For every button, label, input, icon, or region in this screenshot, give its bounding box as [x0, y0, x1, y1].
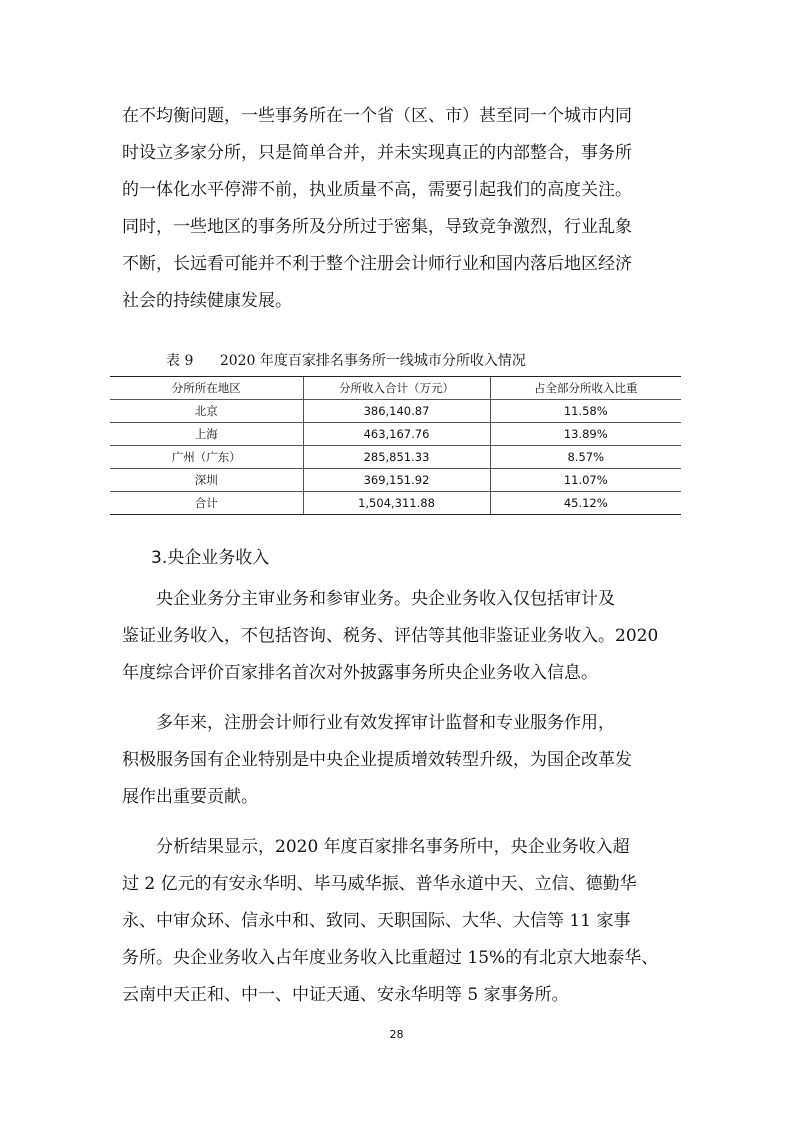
- table-cell: 11.07%: [490, 469, 681, 492]
- table-cell: 369,151.92: [303, 469, 490, 492]
- table-caption-title: 2020 年度百家排名事务所一线城市分所收入情况: [219, 353, 526, 369]
- table-cell: 合计: [110, 492, 303, 515]
- table-total-row: [110, 492, 681, 515]
- table-cell: 45.12%: [490, 492, 681, 515]
- text-line: 云南中天正和、中一、中证天通、安永华明等 5 家事务所。: [122, 985, 569, 1005]
- intro-paragraph: [122, 98, 678, 320]
- column-header-share: 占全部分所收入比重: [490, 377, 681, 400]
- text-line: 社会的持续健康发展。: [122, 291, 292, 311]
- text-line: 年度综合评价百家排名首次对外披露事务所央企业务收入信息。: [122, 663, 598, 683]
- table-cell: 386,140.87: [303, 400, 490, 423]
- table-caption: [166, 350, 526, 370]
- table-cell: 北京: [110, 400, 303, 423]
- table-row: [110, 469, 681, 492]
- column-header-revenue: 分所收入合计（万元）: [303, 377, 490, 400]
- text-line: 多年来，注册会计师行业有效发挥审计监督和专业服务作用，: [122, 713, 615, 733]
- body-paragraph: [122, 829, 678, 1014]
- text-line: 分析结果显示，2020 年度百家排名事务所中，央企业务收入超: [122, 837, 630, 857]
- table-cell: 13.89%: [490, 423, 681, 446]
- table-row: [110, 423, 681, 446]
- table-row: [110, 446, 681, 469]
- table-cell: 463,167.76: [303, 423, 490, 446]
- table-cell: 深圳: [110, 469, 303, 492]
- text-line: 在不均衡问题，一些事务所在一个省（区、市）甚至同一个城市内同: [122, 106, 632, 126]
- text-line: 的一体化水平停滞不前，执业质量不高，需要引起我们的高度关注。: [122, 180, 632, 200]
- table-cell: 8.57%: [490, 446, 681, 469]
- page-number: 28: [389, 1028, 404, 1041]
- body-paragraph: [122, 705, 678, 816]
- table-cell: 1,504,311.88: [303, 492, 490, 515]
- text-line: 鉴证业务收入，不包括咨询、税务、评估等其他非鉴证业务收入。2020: [122, 626, 659, 646]
- body-paragraph: [122, 581, 678, 692]
- branch-revenue-table: [110, 376, 681, 515]
- text-line: 过 2 亿元的有安永华明、毕马威华振、普华永道中天、立信、德勤华: [122, 874, 637, 894]
- table-row: [110, 400, 681, 423]
- section-heading: 3.央企业务收入: [151, 548, 270, 568]
- text-line: 永、中审众环、信永中和、致同、天职国际、大华、大信等 11 家事: [122, 911, 631, 931]
- text-line: 时设立多家分所，只是简单合并，并未实现真正的内部整合，事务所: [122, 143, 632, 163]
- table-cell: 广州（广东）: [110, 446, 303, 469]
- table-cell: 285,851.33: [303, 446, 490, 469]
- text-line: 同时，一些地区的事务所及分所过于密集，导致竞争激烈，行业乱象: [122, 217, 632, 237]
- text-line: 积极服务国有企业特别是中央企业提质增效转型升级，为国企改革发: [122, 750, 632, 770]
- table-header-row: [110, 377, 681, 400]
- text-line: 央企业务分主审业务和参审业务。央企业务收入仅包括审计及: [122, 589, 615, 609]
- text-line: 不断，长远看可能并不利于整个注册会计师行业和国内落后地区经济: [122, 254, 632, 274]
- text-line: 展作出重要贡献。: [122, 787, 258, 807]
- table-caption-number: 表 9: [166, 353, 194, 369]
- table-cell: 11.58%: [490, 400, 681, 423]
- text-line: 务所。央企业务收入占年度业务收入比重超过 15%的有北京大地泰华、: [122, 948, 659, 968]
- table-cell: 上海: [110, 423, 303, 446]
- column-header-region: 分所所在地区: [110, 377, 303, 400]
